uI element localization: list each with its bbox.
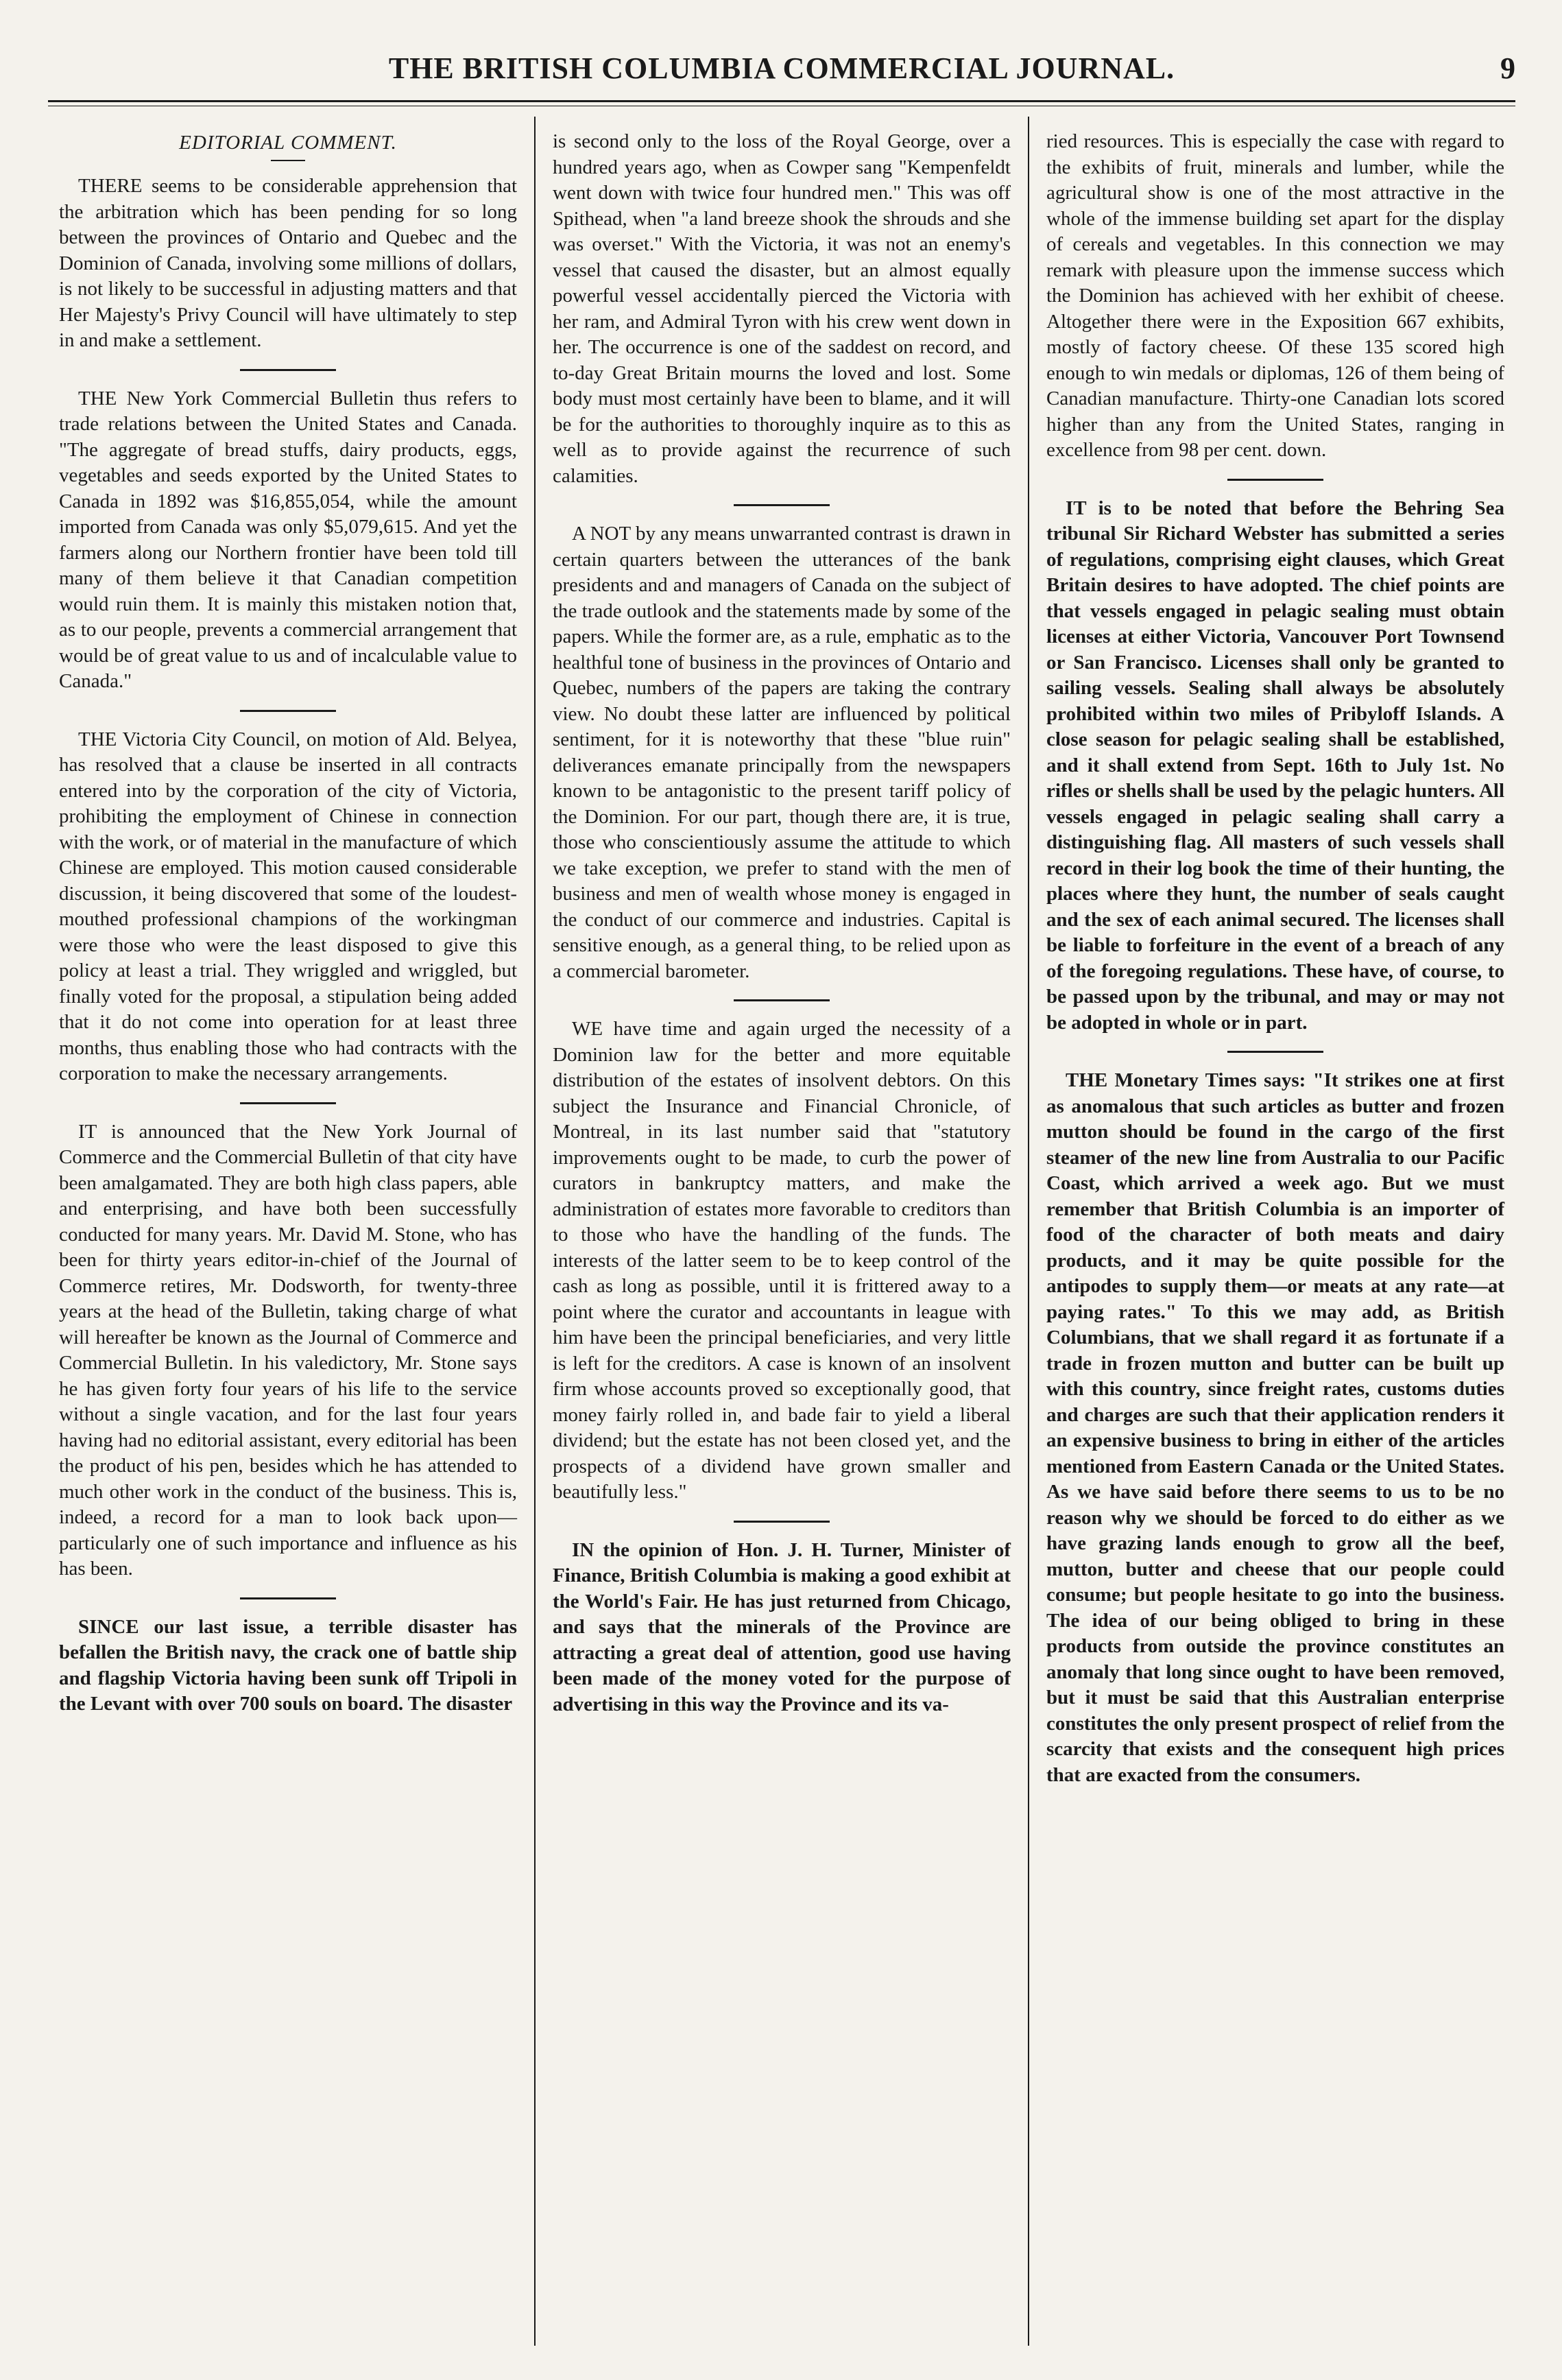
article-divider xyxy=(734,504,830,506)
article-disaster: SINCE our last issue, a terrible disaster has befallen the British navy, the crack one of battle ship and flagship Victoria having been sunk off Tripoli in the Levant with over 700 souls on board. The disaster xyxy=(59,1615,517,1715)
article-divider xyxy=(240,369,336,371)
article-divider xyxy=(240,710,336,712)
column-separator xyxy=(528,117,542,2346)
column-1 xyxy=(48,117,528,2346)
article-city-council: THE Victoria City Council, on motion of Ald. Belyea, has resolved that a clause be inserted in all contracts entered into by the corporation of the city of Victoria, prohibiting the employment of Chinese in connection with the work, or of material in the manufacture of which Chinese are employed. This motion caused considerable discussion, it being discovered that some of the loudest-mouthed professional champions of the workingman were those who were the least disposed to give this policy at least a trial. They wriggled and wriggled, but finally voted for the proposal, a stipulation being added that it do not come into operation for at least three months, thus enabling those who had contracts with the corporation to make the necessary arrangements. xyxy=(59,728,517,1084)
article-arbitration: THERE seems to be considerable apprehension that the arbitration which has been pending for so long between the provinces of Ontario and Quebec and the Dominion of Canada, involving some millions of dollars, is not likely to be successful in adjusting matters and that Her Majesty's Privy Council will have ultimately to step in and make a settlement. xyxy=(59,175,517,351)
article-worlds-fair-continued: ried resources. This is especially the case with regard to the exhibits of fruit, minerals and lumber, while the agricultural show is one of the most attractive in the whole of the immense building set apart for the display of cereals and vegetables. In this connection we may remark with pleasure upon the immense success which the Dominion has achieved with her exhibit of cheese. Altogether there were in the Exposition 667 exhibits, mostly of factory cheese. Of these 135 scored high enough to win medals or diplomas, 126 of them being of Canadian manufacture. Thirty-one Canadian lots scored higher than any from the United States, ranging in excellence from 98 per cent. down. xyxy=(1046,130,1504,461)
article-divider xyxy=(1227,479,1323,481)
masthead xyxy=(48,41,1515,96)
article-worlds-fair: IN the opinion of Hon. J. H. Turner, Minister of Finance, British Columbia is making a good exhibit at the World's Fair. He has just returned from Chicago, and says that the minerals of the Province are attracting a great deal of attention, good use having been made of the money voted for the purpose of advertising in this way the Province and its va- xyxy=(553,1538,1011,1715)
article-columns xyxy=(48,117,1515,2346)
article-insolvent-debtors: WE have time and again urged the necessity of a Dominion law for the better and more equitable distribution of the estates of insolvent debtors. On this subject the Insurance and Financial Chronicle, of Montreal, in its last number said that "statutory improvements ought to be made, to curb the power of curators in bankruptcy matters, and make the administration of estates more favorable to creditors than to those who have the handling of the funds. The interests of the latter seem to be to keep control of the cash as long as possible, until it is frittered away to a point where the curator and accountants in league with him have been the principal beneficiaries, and very little is left for the creditors. A case is known of an insolvent firm whose accounts proved so exceptionally good, that money fairly rolled in, and bade fair to yield a liberal dividend; but the estate has not been closed yet, and the prospects of a dividend have grown smaller and beautifully less." xyxy=(553,1018,1011,1503)
newspaper-page xyxy=(48,41,1515,2353)
journal-title: THE BRITISH COLUMBIA COMMERCIAL JOURNAL. xyxy=(388,51,1175,85)
editorial-heading: EDITORIAL COMMENT. xyxy=(179,132,397,154)
heading-rule xyxy=(271,160,305,161)
article-amalgamation: IT is announced that the New York Journal of Commerce and the Commercial Bulletin of that city have been amalgamated. They are both high class papers, able and enterprising, and have both been successfully conducted for many years. Mr. David M. Stone, who has been for thirty years editor-in-chief of the Journal of Commerce retires, Mr. Dodsworth, for twenty-three years at the head of the Bulletin, taking charge of what will hereafter be known as the Journal of Commerce and Commercial Bulletin. In his valedictory, Mr. Stone says he has given forty four years of his life to the service without a single vacation, and for the last four years having had no editorial assistant, every editorial has been the product of his pen, besides which he has attended to much other work in the conduct of the business. This is, indeed, a record for a man to look back upon—particularly one of such importance and influence as his has been. xyxy=(59,1120,517,1580)
article-divider xyxy=(1227,1051,1323,1053)
article-disaster-continued: is second only to the loss of the Royal George, over a hundred years ago, when as Cowper sang "Kempenfeldt went down with twice four hundred men." This was off Spithead, when "a land breeze shook the shrouds and she was overset." With the Victoria, it was not an enemy's vessel that caused the disaster, but an almost equally powerful vessel accidentally pierced the Victoria with her ram, and Admiral Tyron with his crew went down in her. The occurrence is one of the saddest on record, and to-day Great Britain mourns the loved and lost. Some body must most certainly have been to blame, and it will be for the authorities to thoroughly inquire as to this as well as to provide against the recurrence of such calamities. xyxy=(553,130,1011,487)
column-separator xyxy=(1022,117,1035,2346)
article-divider xyxy=(734,999,830,1001)
article-behring-sea: IT is to be noted that before the Behring Sea tribunal Sir Richard Webster has submitted a series of regulations, comprising eight clauses, which Great Britain desires to have adopted. The chief points are that vessels engaged in pelagic sealing must obtain licenses at either Victoria, Vancouver Port Townsend or San Francisco. Licenses shall only be granted to sailing vessels. Sealing shall always be absolutely prohibited within two miles of Pribyloff Islands. A close season for pelagic sealing shall be established, and it shall extend from Sept. 16th to July 1st. No rifles or shells shall be used by the pelagic hunters. All vessels engaged in pelagic sealing shall carry a distinguishing flag. All masters of such vessels shall record in their log book the time of their hunting, the places where they hunt, the number of seals caught and the sex of each animal secured. The licenses shall be liable to forfeiture in the event of a breach of any of the foregoing regulations. These have, of course, to be passed upon by the tribunal, and may or may not be adopted in whole or in part. xyxy=(1046,497,1504,1034)
article-divider xyxy=(240,1102,336,1104)
article-divider xyxy=(240,1597,336,1599)
article-divider xyxy=(734,1521,830,1523)
article-trade-relations: THE New York Commercial Bulletin thus refers to trade relations between the United States and Canada. "The aggregate of bread stuffs, dairy products, eggs, vegetables and seeds exported by the United States to Canada in 1892 was $16,855,054, while the amount imported from Canada was only $5,079,615. And yet the farmers along our Northern frontier have been told till many of them believe it that Canadian competition would ruin them. It is mainly this mistaken notion that, as to our people, prevents a commercial arrangement that would be of great value to us and of incalculable value to Canada." xyxy=(59,387,517,692)
column-3 xyxy=(1035,117,1515,2346)
article-bank-presidents: A NOT by any means unwarranted contrast is drawn in certain quarters between the utterances of the bank presidents and and managers of Canada on the subject of the trade outlook and the statements made by some of the papers. While the former are, as a rule, emphatic as to the healthful tone of business in the provinces of Ontario and Quebec, numbers of the papers are taking the contrary view. No doubt these latter are influenced by political sentiment, for it is noteworthy that these "blue ruin" deliverances emanate principally from the newspapers known to be antagonistic to the present tariff policy of the Dominion. For our part, though there are, it is true, those who conscientiously assume the attitude to which we take exception, we prefer to stand with the men of business and men of wealth whose money is engaged in the conduct of our commerce and industries. Capital is sensitive enough, as a general thing, to be relied upon as a commercial barometer. xyxy=(553,523,1011,982)
article-monetary-times: THE Monetary Times says: "It strikes one at first as anomalous that such articles as butter and frozen mutton should be found in the cargo of the first steamer of the new line from Australia to our Pacific Coast, which arrived a week ago. But we must remember that British Columbia is an importer of food of the character of both meats and dairy products, and it may be quite possible for the antipodes to supply them—or meats at any rate—at paying rates." To this we may add, as British Columbians, that we shall regard it as fortunate if a trade in frozen mutton and butter can be built up with this country, since freight rates, customs duties and charges are such that their application renders it an expensive business to bring in either of the articles mentioned from Eastern Canada or the United States. As we have said before there seems to us to be no reason why we should be forced to do either as we have grazing lands enough to grow all the beef, mutton, butter and cheese that our people could consume; but people hesitate to go into the business. The idea of our being obliged to bring in these products from outside the province constitutes an anomaly that long since ought to have been removed, but it must be said that this Australian enterprise constitutes the only present prospect of relief from the scarcity that exists and the consequent high prices that are exacted from the consumers. xyxy=(1046,1069,1504,1786)
column-2 xyxy=(542,117,1022,2346)
page-number: 9 xyxy=(1500,51,1515,85)
header-rule xyxy=(48,100,1515,106)
